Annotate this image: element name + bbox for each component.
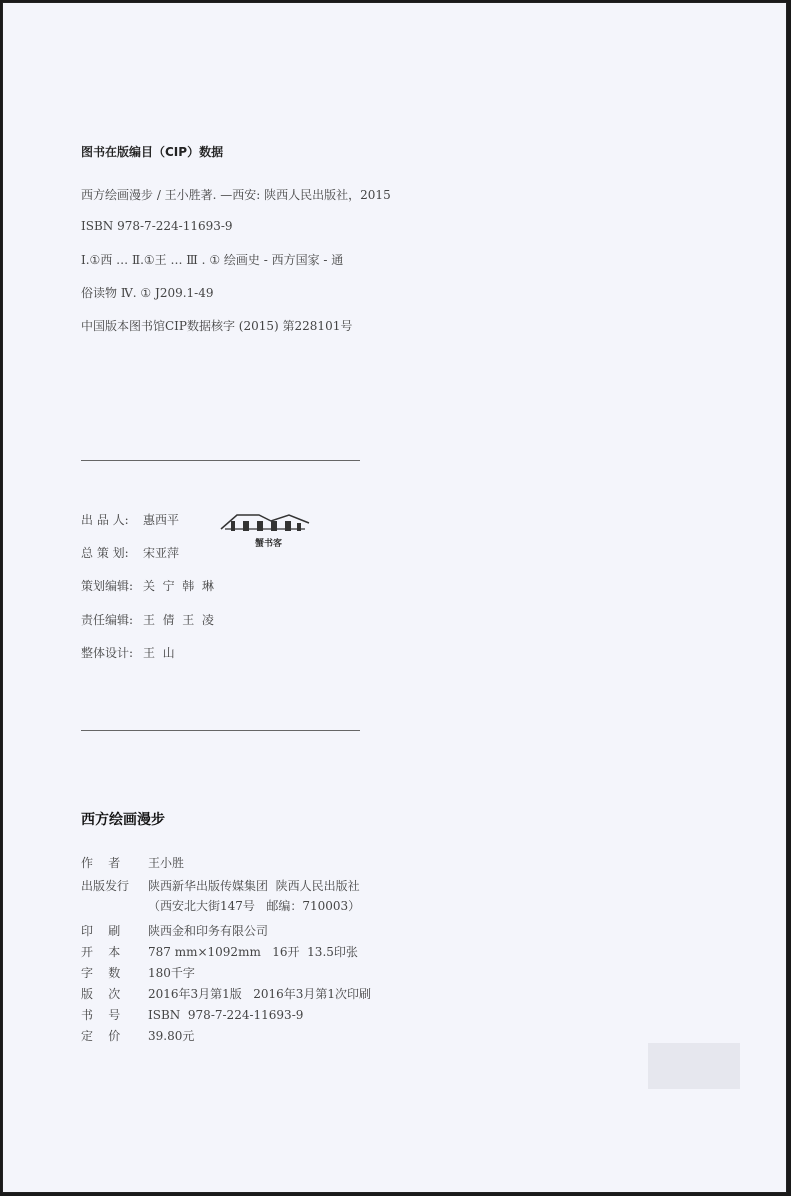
imprint-value: 陕西金和印务有限公司 bbox=[148, 924, 269, 938]
imprint-row bbox=[81, 943, 358, 960]
credit-label: 总 策 划: bbox=[81, 546, 129, 560]
divider bbox=[81, 460, 360, 461]
imprint-value: ISBN 978-7-224-11693-9 bbox=[148, 1008, 304, 1022]
credit-label: 出 品 人: bbox=[81, 513, 129, 527]
imprint-row bbox=[81, 897, 360, 914]
imprint-row bbox=[81, 877, 360, 894]
credit-line bbox=[81, 511, 179, 528]
cip-line: 俗读物 Ⅳ. ① J209.1-49 bbox=[81, 286, 214, 300]
credit-value: 宋亚萍 bbox=[143, 546, 180, 560]
imprint-row bbox=[81, 1006, 303, 1023]
credit-line bbox=[81, 577, 214, 594]
imprint-row bbox=[81, 985, 371, 1002]
credit-value: 王 山 bbox=[143, 646, 175, 660]
cip-line: Ⅰ.①西 … Ⅱ.①王 … Ⅲ . ① 绘画史 - 西方国家 - 通 bbox=[81, 253, 344, 267]
credit-value: 惠西平 bbox=[143, 513, 180, 527]
credit-label: 整体设计: bbox=[81, 646, 134, 660]
cip-line: 西方绘画漫步 / 王小胜著. —西安: 陕西人民出版社，2015 bbox=[81, 188, 391, 202]
credit-line bbox=[81, 544, 179, 561]
imprint-label: 开 本 bbox=[81, 945, 121, 959]
imprint-label: 版 次 bbox=[81, 987, 121, 1001]
logo-text: 蟹书客 bbox=[255, 539, 283, 549]
imprint-label: 印 刷 bbox=[81, 924, 121, 938]
credit-value: 关 宁 韩 琳 bbox=[143, 579, 214, 593]
imprint-row bbox=[81, 854, 184, 871]
imprint-row bbox=[81, 964, 195, 981]
imprint-row bbox=[81, 922, 268, 939]
imprint-value: 787 mm×1092mm 16开 13.5印张 bbox=[148, 945, 358, 959]
imprint-value: （西安北大街147号 邮编：710003） bbox=[148, 899, 361, 913]
divider bbox=[81, 730, 360, 731]
imprint-label: 出版发行 bbox=[81, 879, 130, 893]
cip-line: ISBN 978-7-224-11693-9 bbox=[81, 219, 233, 233]
credit-value: 王 倩 王 凌 bbox=[143, 613, 214, 627]
copyright-page bbox=[2, 2, 787, 1193]
imprint-label: 书 号 bbox=[81, 1008, 121, 1022]
imprint-label: 作 者 bbox=[81, 856, 121, 870]
imprint-value: 王小胜 bbox=[148, 856, 185, 870]
paper-smudge bbox=[648, 1043, 740, 1089]
credit-line bbox=[81, 611, 214, 628]
imprint-label: 定 价 bbox=[81, 1029, 121, 1043]
credit-label: 策划编辑: bbox=[81, 579, 134, 593]
credit-label: 责任编辑: bbox=[81, 613, 134, 627]
imprint-value: 陕西新华出版传媒集团 陕西人民出版社 bbox=[148, 879, 360, 893]
imprint-value: 39.80元 bbox=[148, 1029, 195, 1043]
book-title: 西方绘画漫步 bbox=[81, 812, 165, 828]
credit-line bbox=[81, 644, 175, 661]
imprint-value: 180千字 bbox=[148, 966, 195, 980]
imprint-row bbox=[81, 1027, 194, 1044]
imprint-label: 字 数 bbox=[81, 966, 121, 980]
cip-line: 中国版本图书馆CIP数据核字 (2015) 第228101号 bbox=[81, 319, 353, 333]
imprint-value: 2016年3月第1版 2016年3月第1次印刷 bbox=[148, 987, 372, 1001]
cip-heading: 图书在版编目（CIP）数据 bbox=[81, 145, 224, 159]
